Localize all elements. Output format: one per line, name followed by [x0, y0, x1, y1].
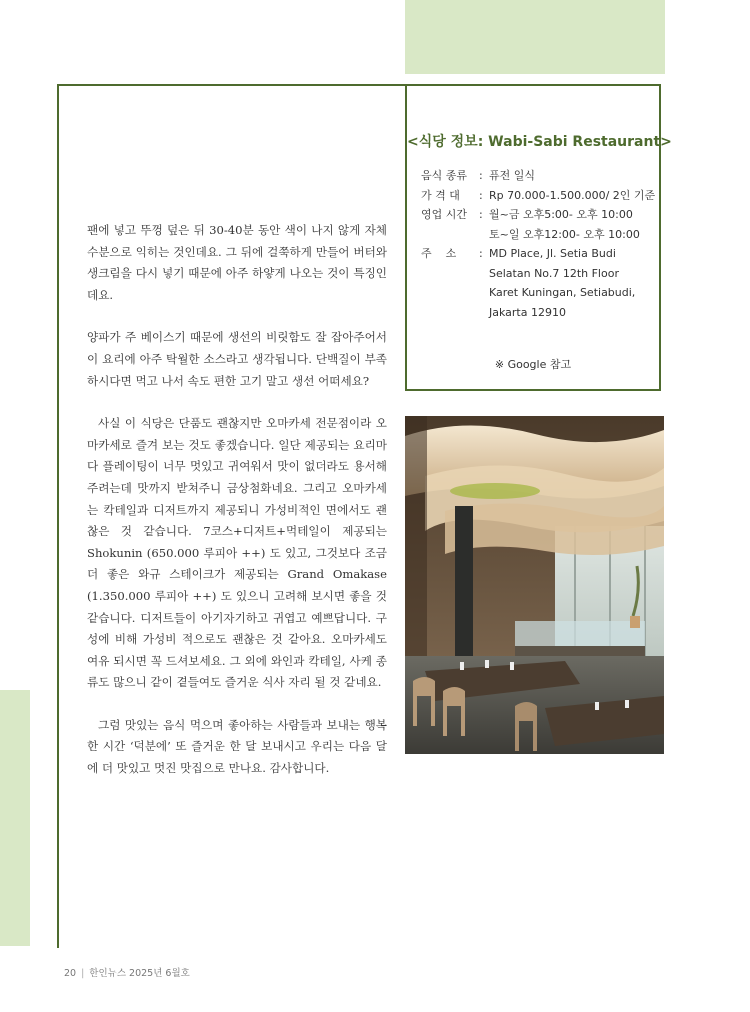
publication-name: 한인뉴스 2025년 6월호: [89, 968, 190, 979]
info-separator: [479, 225, 489, 245]
info-value: 월~금 오후5:00- 오후 10:00: [489, 208, 633, 221]
info-value: Rp 70.000-1.500.000/ 2인 기준: [489, 188, 656, 202]
info-value: Jakarta 12910: [489, 305, 566, 319]
info-label: [421, 303, 479, 323]
frame-border-left: [57, 84, 59, 948]
restaurant-interior-photo: [405, 416, 664, 754]
info-row: [421, 186, 661, 206]
page-number: 20: [64, 968, 77, 979]
info-value: 퓨전 일식: [489, 169, 536, 182]
info-row: [421, 225, 661, 245]
info-label: 가 격 대: [421, 188, 460, 202]
info-value: Selatan No.7 12th Floor: [489, 266, 619, 280]
info-row: [421, 264, 661, 284]
info-label: [421, 225, 479, 245]
article-paragraph: 양파가 주 베이스기 때문에 생선의 비릿함도 잘 잡아주어서 이 요리에 아주 탁월한 소스라고 생각됩니다. 단백질이 부족하시다면 먹고 나서 속도 편한 고기 말고 생선 어떠세요?: [87, 330, 387, 388]
info-row: [421, 244, 661, 264]
photo-illustration: [405, 416, 664, 754]
info-separator: :: [479, 188, 483, 202]
info-separator: [479, 303, 489, 323]
frame-border-top: [57, 84, 407, 86]
info-row: [421, 205, 661, 225]
info-row: [421, 303, 661, 323]
article-paragraph: 그럼 맛있는 음식 먹으며 좋아하는 사람들과 보내는 행복한 시간 ‘덕분에’ 또 즐거운 한 달 보내시고 우리는 다음 달에 더 맛있고 멋진 맛집으로 만나요. 감사합니다.: [87, 717, 387, 776]
info-box-title: <식당 정보: Wabi-Sabi Restaurant>: [407, 134, 672, 150]
info-label: 주 소: [421, 247, 457, 260]
info-value: MD Place, Jl. Setia Budi: [489, 247, 616, 260]
info-value: Karet Kuningan, Setiabudi,: [489, 286, 636, 299]
info-label: [421, 264, 479, 284]
info-separator: :: [479, 208, 483, 221]
info-rows: [421, 166, 661, 322]
article-paragraph: 팬에 넣고 뚜껑 덮은 뒤 30-40분 동안 색이 나지 않게 자체 수분으로 익히는 것인데요. 그 뒤에 걸쭉하게 만들어 버터와 생크림을 다시 넣기 때문에 아주 하얗게 나오는 것이 특징인데요.: [87, 223, 387, 302]
source-note: ※ Google 참고: [494, 358, 572, 371]
article-body: [87, 220, 387, 801]
article-paragraph: 사실 이 식당은 단품도 괜찮지만 오마카세 전문점이라 오마카세로 즐겨 보는 것도 좋겠습니다. 일단 제공되는 요리마다 플레이팅이 너무 멋있고 귀여워서 맛이 없더라도 용서해 주려는데 맛까지 받쳐주니 금상첨화네요. 그리고 오마카세는 칵테일과 디저트까지 제공되니 가성비적인 면에서도 괜찮은 것 같습니다. 7코스+디저트+먹테일이 제공되는 Shokunin (650.000 루피아 ++) 도 있고, 그것보다 조금 더 좋은 와규 스테이크가 제공되는 Grand Omakase (1.350.000 루피아 ++) 도 있으니 고려해 보시면 좋을 것 같습니다. 디저트들이 아기자기하고 귀엽고 예쁘답니다. 구성에 비해 가성비 적으로도 괜찮은 것 같아요. 오마카세도 여유 되시면 꼭 드셔보세요. 그 외에 와인과 칵테일, 사케 종류도 많으니 같이 곁들여도 즐거운 식사 자리 될 것 같네요.: [87, 416, 387, 690]
info-separator: [479, 283, 489, 303]
info-row: [421, 166, 661, 186]
info-separator: [479, 264, 489, 284]
info-value: 토~일 오후12:00- 오후 10:00: [489, 227, 640, 241]
restaurant-info-box: [405, 84, 672, 391]
page-footer: [64, 965, 190, 979]
info-label: 음식 종류: [421, 169, 468, 182]
footer-separator: |: [81, 968, 85, 979]
info-separator: :: [479, 247, 483, 260]
info-label: 영업 시간: [421, 208, 468, 221]
decorative-green-block-left: [0, 690, 30, 946]
info-label: [421, 283, 479, 303]
info-row: [421, 283, 661, 303]
decorative-green-block-top: [405, 0, 665, 74]
info-separator: :: [479, 169, 483, 182]
